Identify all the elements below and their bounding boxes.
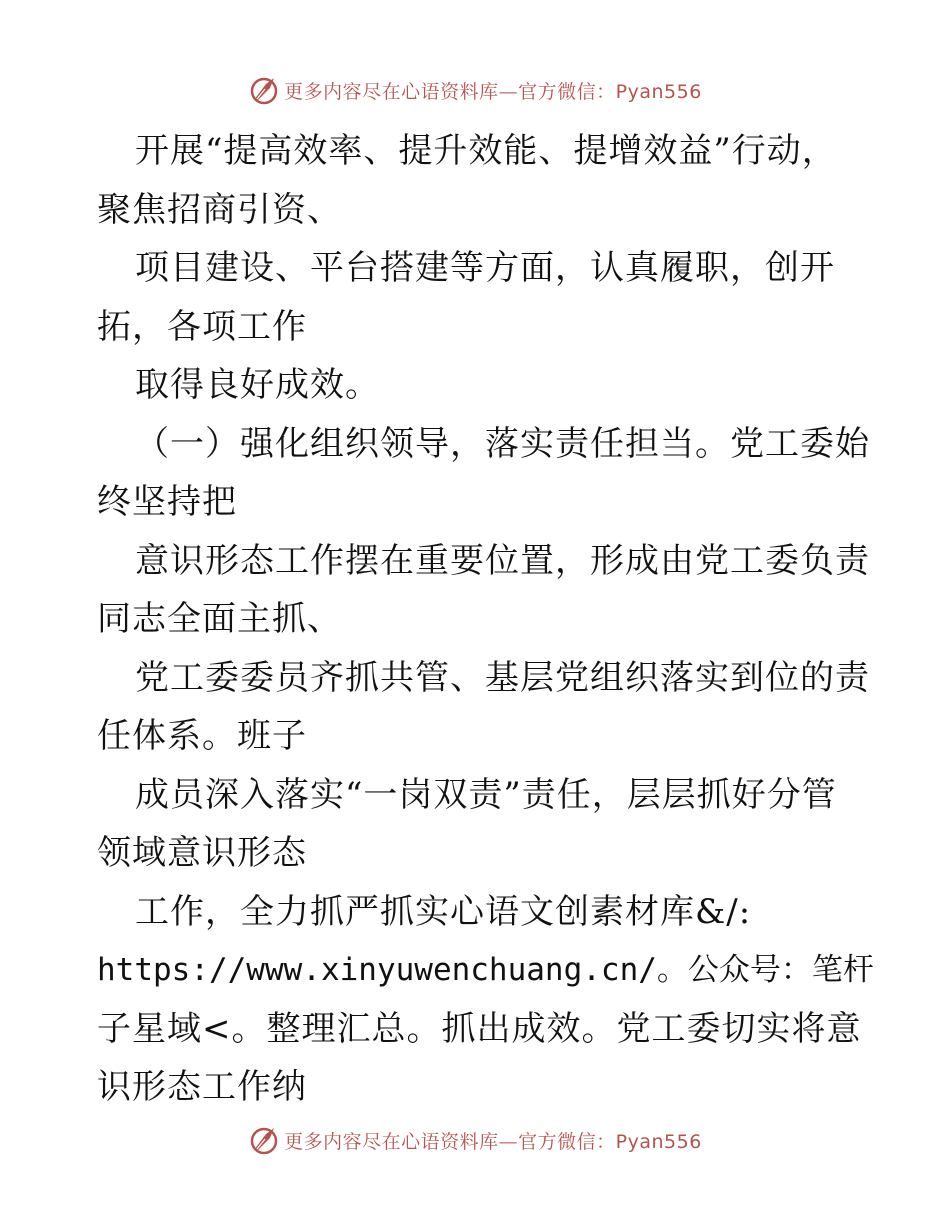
body-line-1: 开展“提高效率、提升效能、提增效益”行动，: [135, 131, 837, 171]
header-watermark-banner: [0, 70, 950, 110]
body-line-4: 拓，各项工作: [97, 306, 307, 347]
body-line-11: 任体系。班子: [97, 716, 307, 756]
body-line-10: 党工委委员齐抓共管、基层党组织落实到位的责: [135, 657, 870, 698]
body-line-7: 终坚持把: [97, 482, 237, 522]
body-line-8: 意识形态工作摆在重要位置，形成由党工委负责: [135, 540, 870, 581]
footer-watermark-banner: [0, 1120, 950, 1160]
body-line-2: 聚焦招商引资、: [97, 189, 342, 230]
banner-site-text: 更多内容尽在心语资料库: [284, 80, 499, 103]
banner-wechat-text: 官方微信：Pyan556: [518, 1130, 702, 1153]
body-line-3: 项目建设、平台搭建等方面，认真履职，创开: [135, 248, 835, 288]
body-line-9: 同志全面主抓、: [97, 599, 342, 639]
quill-pen-icon: [248, 74, 280, 106]
banner-text: [284, 1127, 702, 1154]
quill-pen-icon: [248, 1124, 280, 1156]
banner-separator: —: [498, 80, 519, 103]
body-line-16: 子星域<。整理汇总。抓出成效。党工委切实将意: [97, 1008, 862, 1049]
banner-separator: —: [498, 1130, 519, 1153]
banner-site-text: 更多内容尽在心语资料库: [284, 1130, 499, 1153]
body-line-13: 领域意识形态: [97, 833, 307, 873]
body-line-17: 识形态工作纳: [97, 1067, 307, 1107]
banner-text: [284, 77, 702, 104]
body-line-6: （一）强化组织领导，落实责任担当。党工委始: [135, 423, 870, 464]
body-line-14: 工作，全力抓严抓实心语文创素材库&/:: [135, 891, 752, 932]
body-line-15-url: https://www.xinyuwenchuang.cn/。公众号：笔杆: [97, 952, 874, 988]
document-body: [97, 122, 874, 1117]
banner-wechat-text: 官方微信：Pyan556: [518, 80, 702, 103]
body-line-5: 取得良好成效。: [135, 365, 380, 405]
body-line-12: 成员深入落实“一岗双责”责任，层层抓好分管: [135, 774, 837, 815]
